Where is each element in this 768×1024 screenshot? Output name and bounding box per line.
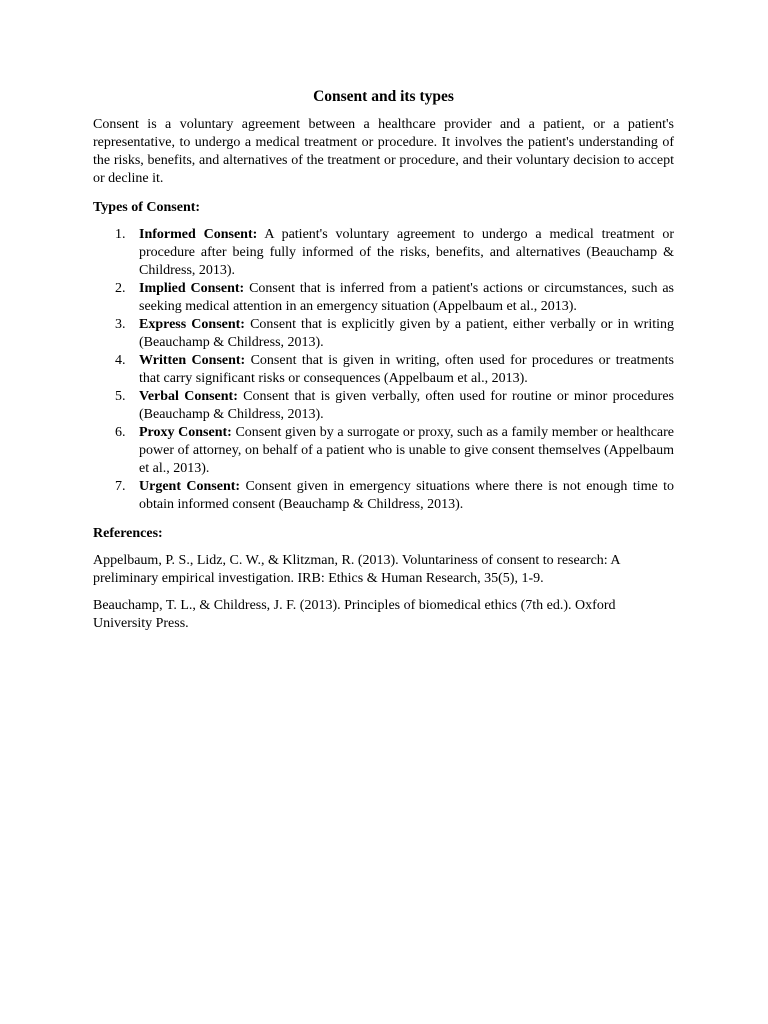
list-item-term: Implied Consent: xyxy=(139,281,245,296)
consent-types-list xyxy=(93,226,674,514)
list-item-number: 7. xyxy=(115,479,126,494)
list-item-term: Proxy Consent: xyxy=(139,425,232,440)
list-item-term: Verbal Consent: xyxy=(139,389,238,404)
list-item xyxy=(93,352,674,388)
list-item-text: Consent that is inferred from a patient's actions or circumstances, such as seeking medical attention in an emergency situation (Appelbaum et al., 2013). xyxy=(139,281,674,314)
list-item-text: Consent that is given in writing, often used for procedures or treatments that carry significant risks or consequences (Appelbaum et al., 2013). xyxy=(139,353,674,386)
list-item xyxy=(93,478,674,514)
list-item-text: A patient's voluntary agreement to undergo a medical treatment or procedure after being fully informed of the risks, benefits, and alternatives (Beauchamp & Childress, 2013). xyxy=(139,227,674,278)
reference-entry: Appelbaum, P. S., Lidz, C. W., & Klitzman, R. (2013). Voluntariness of consent to research: A preliminary empirical investigation. IRB: Ethics & Human Research, 35(5), 1-9. xyxy=(93,553,620,586)
list-item xyxy=(93,226,674,280)
list-item-term: Informed Consent: xyxy=(139,227,258,242)
list-item-number: 4. xyxy=(115,353,126,368)
list-item xyxy=(93,280,674,316)
list-item-text: Consent given in emergency situations where there is not enough time to obtain informed consent (Beauchamp & Childress, 2013). xyxy=(139,479,674,512)
types-heading: Types of Consent: xyxy=(93,200,201,215)
intro-paragraph: Consent is a voluntary agreement between a healthcare provider and a patient, or a patient's representative, to undergo a medical treatment or procedure. It involves the patient's understanding of the risks, benefits, and alternatives of the treatment or procedure, and their voluntary decision to accept or decline it. xyxy=(93,117,674,186)
document-title: Consent and its types xyxy=(313,88,454,105)
list-item-term: Urgent Consent: xyxy=(139,479,241,494)
list-item-term: Express Consent: xyxy=(139,317,245,332)
list-item xyxy=(93,388,674,424)
list-item-text: Consent given by a surrogate or proxy, such as a family member or healthcare power of attorney, on behalf of a patient who is unable to give consent themselves (Appelbaum et al., 2013). xyxy=(139,425,675,476)
reference-entry: Beauchamp, T. L., & Childress, J. F. (2013). Principles of biomedical ethics (7th ed.). Oxford University Press. xyxy=(93,598,616,631)
references-heading: References: xyxy=(93,526,163,541)
list-item-number: 5. xyxy=(115,389,126,404)
list-item-number: 2. xyxy=(115,281,126,296)
list-item-number: 1. xyxy=(115,227,126,242)
list-item xyxy=(93,316,674,352)
list-item-term: Written Consent: xyxy=(139,353,246,368)
list-item-text: Consent that is given verbally, often used for routine or minor procedures (Beauchamp & Childress, 2013). xyxy=(139,389,674,422)
list-item xyxy=(93,424,674,478)
list-item-number: 6. xyxy=(115,425,126,440)
list-item-number: 3. xyxy=(115,317,126,332)
list-item-text: Consent that is explicitly given by a patient, either verbally or in writing (Beauchamp & Childress, 2013). xyxy=(139,317,674,350)
